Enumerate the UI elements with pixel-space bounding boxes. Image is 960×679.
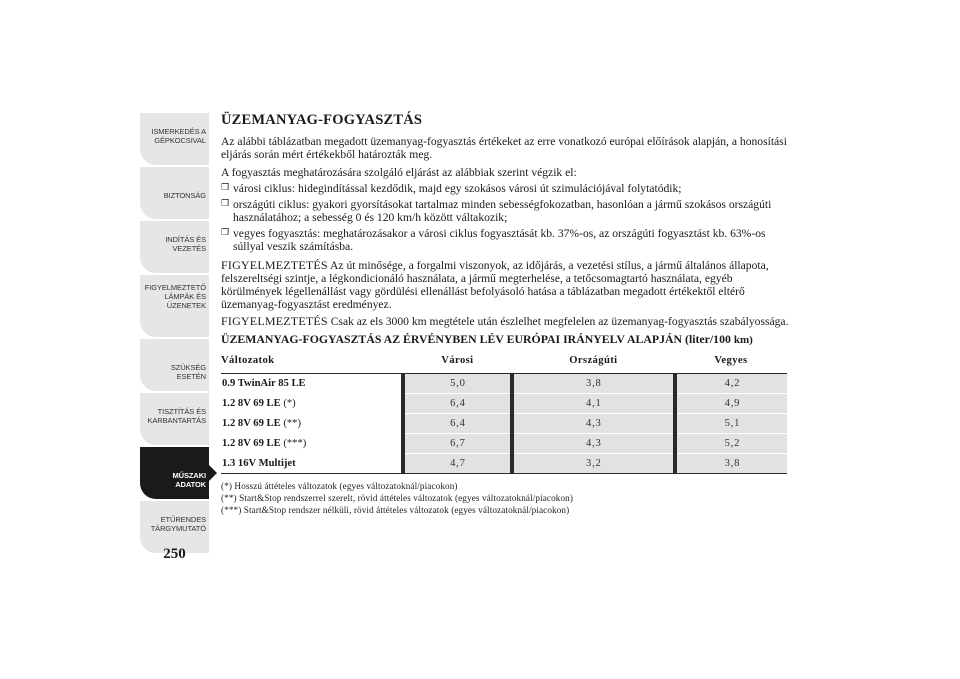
extra-urban-value: 4,3: [512, 434, 675, 454]
page-number: 250: [163, 546, 186, 562]
list-item: ❒ városi ciklus: hidegindítással kezdődik, majd egy szokásos városi út szimulációjával folytatódik;: [221, 182, 791, 195]
warning-paragraph-1: [221, 259, 791, 311]
tab-figyelmezteto[interactable]: FIGYELMEZTETŐ LÁMPÁK ÉS ÜZENETEK: [140, 275, 209, 337]
warning-heading: FIGYELMEZTETÉS: [221, 314, 328, 328]
cycle-list: [221, 182, 791, 253]
warning-heading: FIGYELMEZTETÉS: [221, 258, 328, 272]
variant-name: 1.2 8V 69 LE: [222, 398, 281, 409]
variant-cell: [221, 394, 403, 414]
main-content: [221, 112, 791, 516]
variant-note: (*): [280, 398, 296, 409]
urban-value: 6,4: [403, 394, 512, 414]
table-row: [221, 374, 787, 394]
footnote: (*) Hosszú áttételes változatok (egyes változatoknál/piacokon): [221, 481, 458, 491]
combined-value: 5,2: [675, 434, 787, 454]
header-combined: Vegyes: [714, 355, 748, 366]
chapter-sidebar: [140, 113, 209, 555]
urban-value: 4,7: [403, 454, 512, 474]
extra-urban-value: 4,3: [512, 414, 675, 434]
warning-text: Az út minősége, a forgalmi viszonyok, az időjárás, a vezetési stílus, a jármű általános állapota, felszereltségi szintje, a légkondicionáló használata, a jármű megterhelése, a tetőcsomagtartó használata, egyéb körülmények légellenállást vagy gördülési ellenállást befolyásoló hatása a táblázatban megadott értékektől eltérő üzemanyag-fogyasztást eredményez.: [221, 259, 769, 311]
tab-targymutato[interactable]: ETŰRENDES TÁRGYMUTATÓ: [140, 501, 209, 553]
footnote: (**) Start&Stop rendszerrel szerelt, rövid áttételes változatok (egyes változatoknál/piacokon): [221, 493, 574, 503]
urban-value: 5,0: [403, 374, 512, 394]
combined-value: 3,8: [675, 454, 787, 474]
variant-name: 0.9 TwinAir 85 LE: [222, 378, 306, 389]
tab-szukseg[interactable]: SZÜKSÉG ESETÉN: [140, 339, 209, 391]
combined-value: 4,9: [675, 394, 787, 414]
extra-urban-value: 4,1: [512, 394, 675, 414]
extra-urban-value: 3,2: [512, 454, 675, 474]
warning-paragraph-2: [221, 315, 791, 328]
table-row: [221, 394, 787, 414]
variant-cell: [221, 454, 403, 474]
warning-text: Csak az els 3000 km megtétele után észlelhet megfelelen az üzemanyag-fogyasztás szabályossága.: [327, 315, 789, 328]
table-title: [221, 332, 791, 347]
list-item: ❒ országúti ciklus: gyakori gyorsításokat tartalmaz minden sebességfokozatban, hasonlóan a jármű szokásos országúti használatához; a sebesség 0 és 120 km/h között váltakozik;: [221, 198, 791, 224]
footnotes: [221, 480, 791, 516]
variant-note: (**): [280, 418, 301, 429]
variant-name: 1.2 8V 69 LE: [222, 438, 281, 449]
page-title: ÜZEMANYAG-FOGYASZTÁS: [221, 112, 423, 128]
table-row: [221, 414, 787, 434]
tab-inditas[interactable]: INDÍTÁS ÉS VEZETÉS: [140, 221, 209, 273]
method-intro: A fogyasztás meghatározására szolgáló eljárást az alábbiak szerint végzik el:: [221, 166, 577, 179]
variant-cell: [221, 434, 403, 454]
header-variant: Változatok: [221, 355, 275, 366]
list-item: ❒ vegyes fogyasztás: meghatározásakor a városi ciklus fogyasztását kb. 37%-os, az országúti fogyasztást kb. 63%-os súllyal veszik számításba.: [221, 227, 791, 253]
intro-paragraph: Az alábbi táblázatban megadott üzemanyag-fogyasztás értékeket az erre vonatkozó európai előírások alapján, a honosítási eljárás során mért értékekből határozták meg.: [221, 135, 787, 161]
tab-ismerkedes[interactable]: ISMERKEDÉS A GÉPKOCSIVAL: [140, 113, 209, 165]
variant-cell: [221, 374, 403, 394]
combined-value: 4,2: [675, 374, 787, 394]
header-extra-urban: Országúti: [569, 355, 618, 366]
fuel-consumption-table: [221, 355, 787, 474]
tab-tisztitas[interactable]: TISZTÍTÁS ÉS KARBANTARTÁS: [140, 393, 209, 445]
table-title-text: ÜZEMANYAG-FOGYASZTÁS AZ ÉRVÉNYBEN LÉV EURÓPAI IRÁNYELV ALAPJÁN (liter/100: [221, 332, 734, 346]
variant-cell: [221, 414, 403, 434]
variant-name: 1.2 8V 69 LE: [222, 418, 281, 429]
variant-name: 1.3 16V Multijet: [222, 458, 296, 469]
urban-value: 6,7: [403, 434, 512, 454]
variant-note: (***): [280, 438, 307, 449]
table-header-row: [221, 355, 787, 374]
extra-urban-value: 3,8: [512, 374, 675, 394]
footnote: (***) Start&Stop rendszer nélküli, rövid áttételes változatok (egyes változatoknál/piacokon): [221, 505, 570, 515]
tab-muszaki-adatok[interactable]: MŰSZAKI ADATOK: [140, 447, 209, 499]
table-title-unit: km): [733, 334, 753, 346]
table-row: [221, 454, 787, 474]
combined-value: 5,1: [675, 414, 787, 434]
header-urban: Városi: [441, 355, 474, 366]
table-row: [221, 434, 787, 454]
urban-value: 6,4: [403, 414, 512, 434]
tab-biztonsag[interactable]: BIZTONSÁG: [140, 167, 209, 219]
